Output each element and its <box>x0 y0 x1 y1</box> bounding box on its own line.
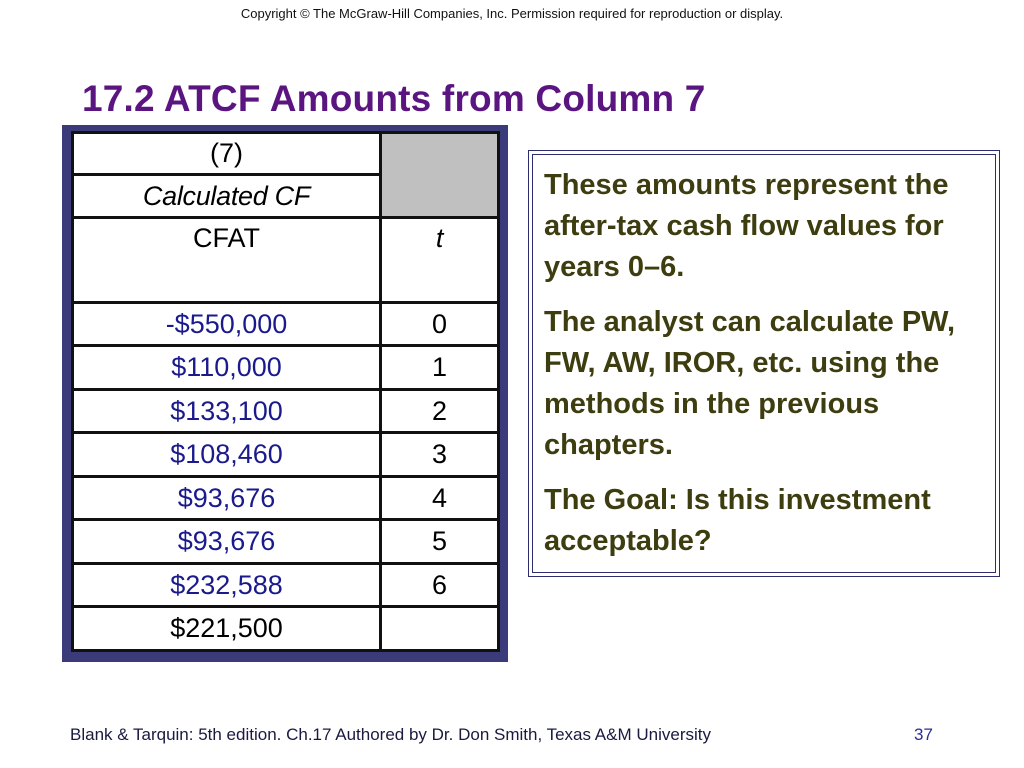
table-row <box>73 477 499 520</box>
cfat-header-cell: CFAT <box>73 218 381 303</box>
explanation-textbox-inner <box>532 154 996 573</box>
cfat-value-cell: $93,676 <box>73 520 381 564</box>
cfat-value-cell: $232,588 <box>73 564 381 607</box>
cfat-value-cell: $133,100 <box>73 390 381 433</box>
cfat-value-cell: -$550,000 <box>73 303 381 346</box>
gray-header-cell <box>381 133 499 218</box>
cfat-table <box>71 131 500 652</box>
cfat-value-cell: $110,000 <box>73 346 381 390</box>
table-row <box>73 346 499 390</box>
slide-title: 17.2 ATCF Amounts from Column 7 <box>82 78 706 119</box>
explanation-textbox <box>528 150 1000 577</box>
copyright-notice: Copyright © The McGraw-Hill Companies, Inc. Permission required for reproduction or display. <box>240 6 784 21</box>
table-row <box>73 433 499 477</box>
cfat-value-cell: $108,460 <box>73 433 381 477</box>
year-cell: 5 <box>381 520 499 564</box>
table-row <box>73 390 499 433</box>
table-row <box>73 564 499 607</box>
column-number-cell: (7) <box>73 133 381 175</box>
year-cell: 3 <box>381 433 499 477</box>
year-cell: 6 <box>381 564 499 607</box>
year-cell: 1 <box>381 346 499 390</box>
page-number: 37 <box>914 725 933 744</box>
year-cell: 4 <box>381 477 499 520</box>
cfat-value-cell: $93,676 <box>73 477 381 520</box>
footer-credit: Blank & Tarquin: 5th edition. Ch.17 Authored by Dr. Don Smith, Texas A&M University <box>70 725 711 744</box>
explanation-paragraph-2: The analyst can calculate PW, FW, AW, IROR, etc. using the methods in the previous chapters. <box>544 306 955 461</box>
empty-year-cell <box>381 607 499 651</box>
column-name-cell: Calculated CF <box>73 175 381 218</box>
year-cell: 0 <box>381 303 499 346</box>
explanation-paragraph-3: The Goal: Is this investment acceptable? <box>544 484 931 557</box>
table-frame <box>62 125 508 662</box>
table-row <box>73 607 499 651</box>
table-row <box>73 520 499 564</box>
t-header-cell: t <box>381 218 499 303</box>
year-cell: 2 <box>381 390 499 433</box>
explanation-paragraph-1: These amounts represent the after-tax cash flow values for years 0–6. <box>544 169 949 283</box>
extra-value-cell: $221,500 <box>73 607 381 651</box>
table-row <box>73 303 499 346</box>
